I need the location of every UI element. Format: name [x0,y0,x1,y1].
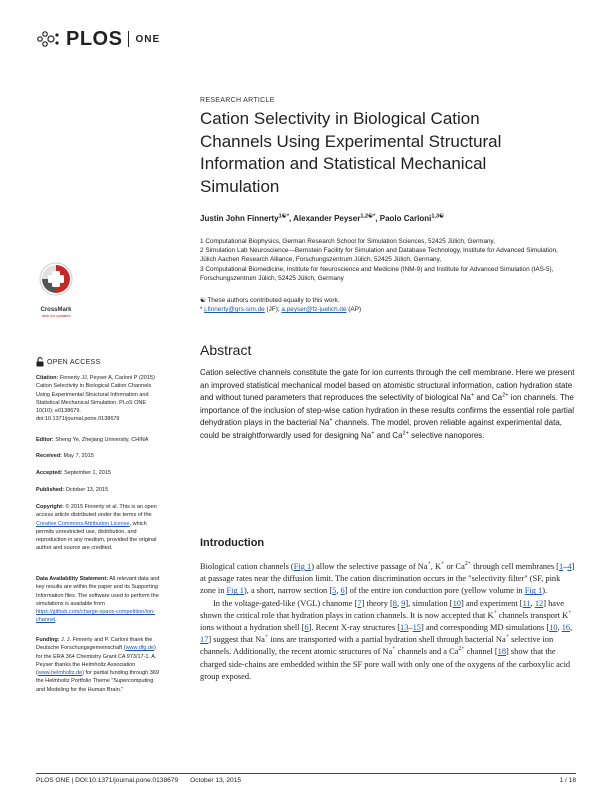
published-label: Published: [36,487,65,493]
footer-date: October 13, 2015 [190,777,242,784]
article-title: Cation Selectivity in Biological Cation Channels Using Experimental Structural Information and Statistical Mechanical Simulation [200,109,502,196]
plos-wordmark: PLOS [66,27,123,50]
funding-text-a: J. J. Finnerty and P. Carloni thank the Deutsche Forschungsgemeinschaft ( [36,637,153,652]
equal-contribution-note: ☯ These authors contributed equally to this work. [200,297,340,304]
editor-text: Sheng Ye, Zhejiang University, CHINA [53,437,149,443]
abstract-sup: 2+ [502,392,509,399]
crossmark-badge[interactable] [36,262,76,318]
abstract-text-4: channels. The model, proven reliable against experimental data, could be straightforwardly used for designing Na [200,418,563,440]
github-link[interactable]: https://github.com/charge-space-competition/ion-channel [36,609,155,624]
footer-divider [36,773,576,774]
reference-link[interactable]: 11 [522,598,531,608]
funding-label: Funding: [36,637,60,643]
intro-paragraph-1: Biological cation channels (Fig 1) allow the selective passage of Na+, K+ or $Ca^{2+}$ through cell membranes [1–4] at passage rates near the diffusion limit. The cation discrimination occurs in the "selectivity filter" (SF, pink zone in Fig 1), a short, narrow section [5, 6] of the entire ion conduction pore (yellow volume in Fig 1). [200,561,575,596]
license-link[interactable]: Creative Commons Attribution License [36,520,130,527]
author-3[interactable]: Paolo Carloni [379,214,432,223]
copyright-text-a: © 2015 Finnerty et al. This is an open access article distributed under the terms of the [36,504,157,519]
accepted-label: Accepted: [36,470,63,476]
intro-paragraph-2: In the voltage-gated-like (VGL) chanome [7] theory [8, 9], simulation [10] and experiment [11, 12] have shown the critical role that hydration plays in cation channels. It is now accepted that K+ channels transport K+ ions without a hydration shell [6]. Recent X-ray structures [13–15] and corresponding MD simulations [10, 16, 17] suggest that Na+ ions are transported with a partial hydration shell through bacterial Na+ selective ion channels. Additionally, the recent atomic structures of Na+ channels and a $Ca^{2+}$ channel [18] show that the charged side-chains are embedded within the SF pore wall with only one of the oxygens of the carboxylic acid group exposed. [200,598,573,681]
reference-link[interactable]: 18 [497,647,507,657]
reference-link[interactable]: 10 [549,623,558,633]
published-text: October 13, 2015 [64,487,109,493]
abstract-text-3: ion channels. The importance of the inclusion of step-wise cation hydration in these results confirms the essential role partial dehydration plays in the bacterial Na [200,393,574,428]
reference-link[interactable]: 6 [340,586,345,596]
corresponding-suffix: (AP) [346,306,362,314]
abstract-sup: + [470,392,475,399]
reference-link[interactable]: 15 [412,623,421,633]
reference-link[interactable]: 1 [558,562,564,571]
open-access-label: OPEN ACCESS [47,358,101,366]
introduction-body [200,561,576,683]
affiliation-3: 3 Computational Biomedicine, Institute for Neuroscience and Medicine (INM-9) and Institute for Advanced Simulation (IAS-5), Forschungszentrum Jülich, 52425 Jülich, Germany [200,265,554,282]
abstract-sup: + [329,417,333,424]
abstract-text-6: selective nanopores. [408,430,485,440]
citation-text: Finnerty JJ, Peyser A, Carloni P (2015) Cation Selectivity in Biological Cation Channels Using Experimental Structural Information and Statistical Mechanical Simulation. PLoS ONE 10(10): e0138679. doi:10.1371/journal.pone.0138679 [36,375,155,423]
affiliations [200,237,572,283]
journal-name: ONE [135,33,161,45]
data-availability-text-b: . [55,617,57,624]
reference-link[interactable]: 7 [357,598,362,608]
abstract-body [200,367,576,443]
abstract-text-1: Cation selective channels constitute the gate for ion currents through the cell membrane. Here we present an improved statistical mechanical model based on atomistic structural information, cation hydration state and without tuned parameters that reproduces the selectivity of biological Na [200,368,575,403]
footer-journal: PLOS ONE | DOI:10.1371/journal.pone.0138679 [36,777,179,784]
article-type: RESEARCH ARTICLE [200,97,275,104]
author-2-sup: 1,2☯ [360,213,374,220]
funding-text-c: ) for partial funding through 369 the Helmholtz Portfolio Theme "Supercomputing and Modeling for the Human Brain." [36,670,159,693]
data-availability-text-a: All relevant data and key results are within the paper and its Supporting Information files. The software used to perform the simulations is available from [36,576,160,607]
accepted-text: September 1, 2015 [62,470,111,476]
journal-logo[interactable] [36,28,160,50]
abstract-sup: + [371,430,375,437]
author-2-star: * [373,213,376,220]
data-availability-label: Data Availability Statement: [36,576,109,582]
copyright-text-b: , which permits unrestricted use, distribution, and reproduction in any medium, provided the original author and source are credited. [36,520,157,552]
abstract-heading: Abstract [200,342,252,358]
reference-link[interactable]: 13 [400,623,409,633]
plos-logo-icon [36,29,62,49]
figure-link[interactable]: Fig 1 [524,586,543,596]
crossmark-sublabel: click for updates [41,313,71,318]
email-link-peyser[interactable]: a.peyser@fz-juelich.de [281,306,347,314]
figure-link[interactable]: Fig 1 [293,562,312,571]
logo-divider [128,31,129,47]
editor-label: Editor: [36,437,54,443]
published-block [36,486,161,494]
accepted-block [36,469,161,477]
copyright-block [36,503,161,553]
abstract-text-5: and Ca [374,430,403,440]
page-number: 1 / 18 [559,777,576,784]
dfg-link[interactable]: www.dfg.de [125,645,155,652]
reference-link[interactable]: 17 [200,635,209,645]
received-label: Received: [36,453,62,459]
introduction-heading: Introduction [200,537,265,549]
corresponding-mid: (JF); [264,306,282,314]
citation-block [36,374,161,424]
corresponding-authors [200,305,572,314]
crossmark-icon [39,262,73,300]
author-notes [200,296,572,314]
abstract-text-2: and Ca [474,393,503,403]
figure-link[interactable]: Fig 1 [226,586,244,596]
reference-link[interactable]: 8 [392,598,397,608]
affiliation-2: 2 Simulation Lab Neuroscience—Bernstein Facility for Simulation and Database Technology, Institute for Advanced Simulation, Jülich Aachen Research Alliance, Forschungszentrum Jülich, 52425 Jülich, Germany, [200,247,558,264]
abstract-sup: 2+ [402,430,409,437]
author-separator: , [375,214,380,223]
author-1-sup: 1☯ [278,213,287,220]
editor-block [36,436,161,444]
footer-citation [36,777,241,784]
reference-link[interactable]: 4 [567,562,572,571]
citation-label: Citation: [36,375,59,381]
reference-link[interactable]: 16 [561,623,571,633]
author-list [200,214,444,223]
open-lock-icon [36,357,44,367]
corresponding-prefix: * [200,306,205,314]
reference-link[interactable]: 12 [534,598,544,608]
received-text: May 7, 2015 [62,453,94,459]
reference-link[interactable]: 6 [304,623,309,633]
author-3-sup: 1,3☯ [431,213,445,220]
data-availability-block [36,575,161,625]
author-separator: , [289,214,294,223]
funding-block [36,636,161,694]
email-link-finnerty[interactable]: j.finnerty@grs-sim.de [204,306,265,314]
author-1[interactable]: Justin John Finnerty [200,214,279,223]
reference-link[interactable]: 9 [401,598,406,608]
author-2[interactable]: Alexander Peyser [293,214,361,223]
funding-text-b: ) for the ERA 364 Chemistry Grant CA 973/17-1. A. Peyser thanks the Helmholtz Association ( [36,645,157,677]
open-access-badge [36,357,100,367]
affiliation-1: 1 Computational Biophysics, German Research School for Simulation Sciences, 52425 Jülich, Germany, [200,238,496,245]
reference-link[interactable]: 5 [332,586,337,596]
helmholtz-link[interactable]: www.helmholtz.de [37,670,83,677]
author-1-star: * [286,213,289,220]
copyright-label: Copyright: [36,504,64,510]
received-block [36,452,161,460]
reference-link[interactable]: 10 [452,598,461,608]
crossmark-label: CrossMark [40,307,72,313]
